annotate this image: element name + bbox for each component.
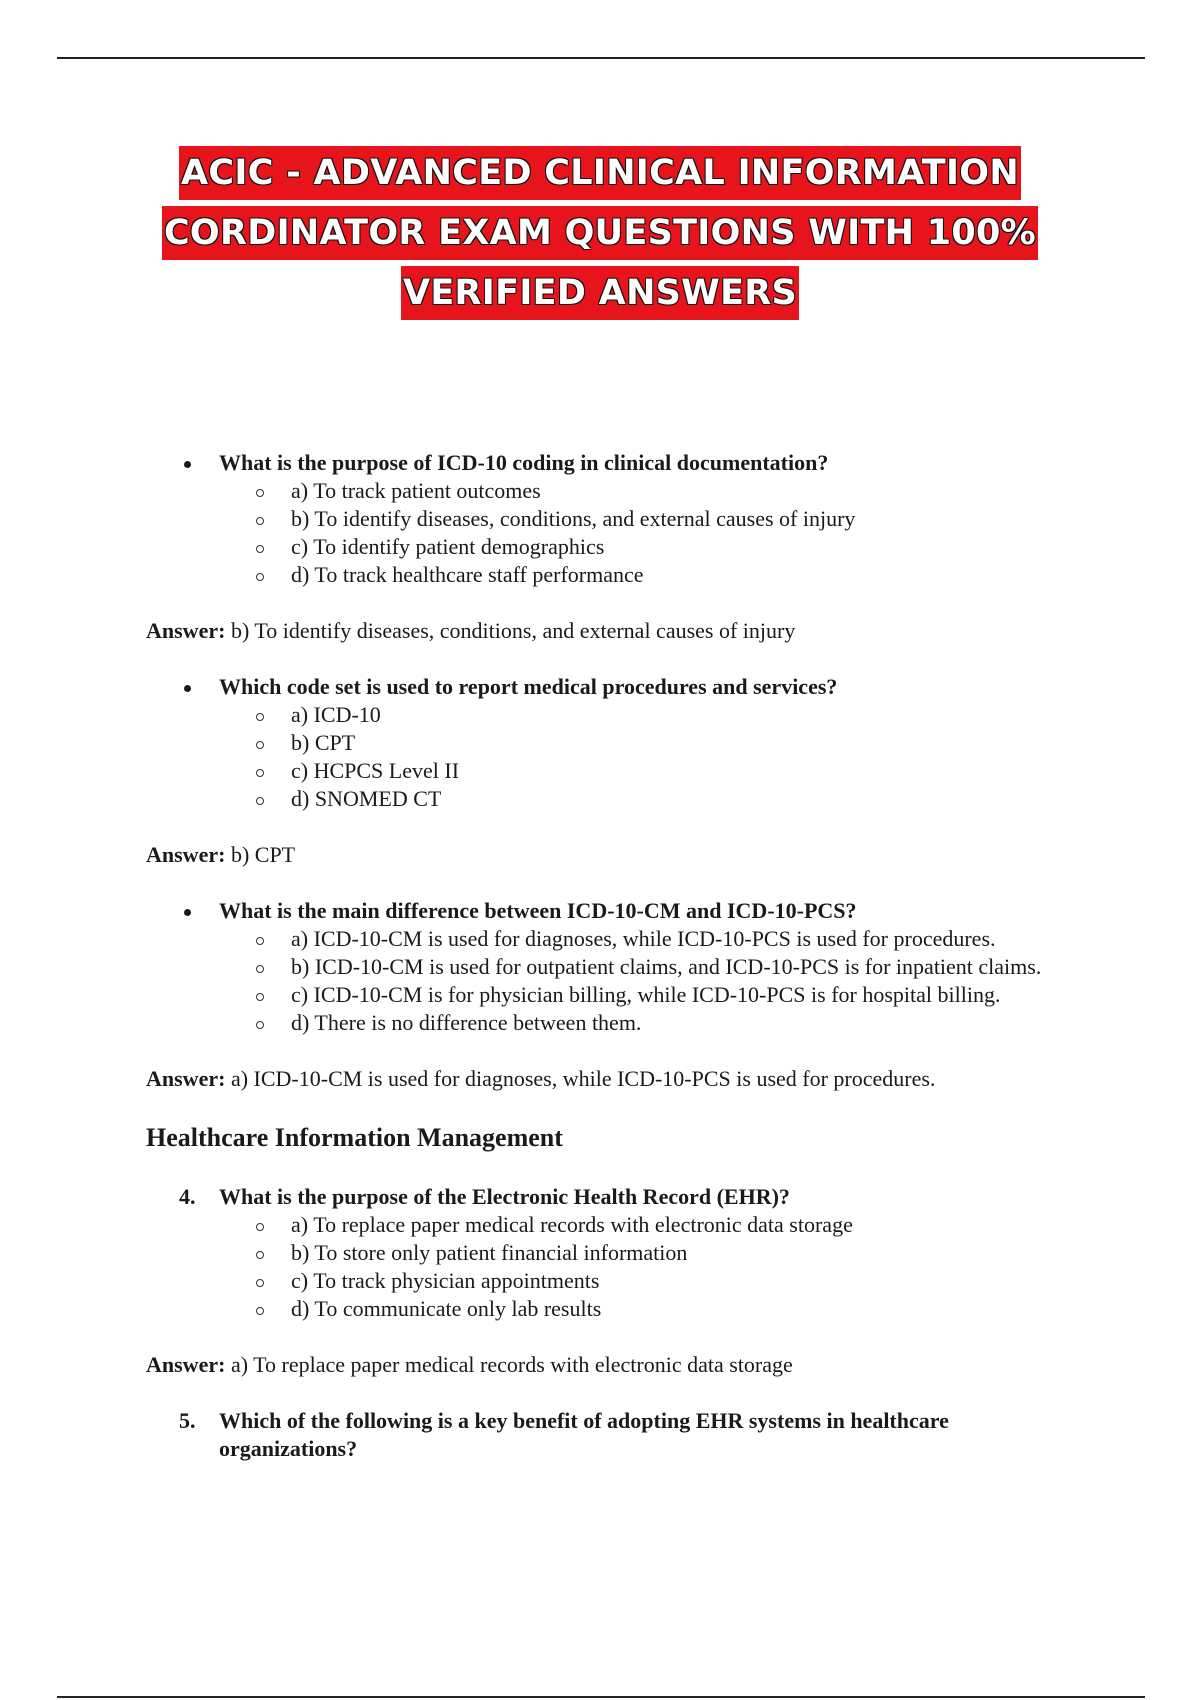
circle-bullet-icon (256, 769, 264, 777)
option-text: d) To track healthcare staff performance (291, 562, 644, 587)
circle-bullet-icon (256, 573, 264, 581)
title-line-1: ACIC - ADVANCED CLINICAL INFORMATION (179, 146, 1021, 200)
option-item (146, 785, 1086, 813)
option-text: c) To track physician appointments (291, 1268, 600, 1293)
circle-bullet-icon (256, 1279, 264, 1287)
option-item (146, 757, 1086, 785)
question-text: What is the main difference between ICD-10-CM and ICD-10-PCS? (219, 898, 857, 923)
option-text: d) To communicate only lab results (291, 1296, 602, 1321)
answer-4 (146, 1351, 1086, 1379)
title-line-2: CORDINATOR EXAM QUESTIONS WITH 100% (162, 206, 1038, 260)
document-title (0, 146, 1200, 326)
question-2 (146, 673, 1086, 701)
answer-text: a) To replace paper medical records with electronic data storage (230, 1352, 793, 1377)
answer-text: a) ICD-10-CM is used for diagnoses, while ICD-10-PCS is used for procedures. (230, 1066, 936, 1091)
option-item (146, 1009, 1086, 1037)
document-body (146, 449, 1086, 1463)
options-list (146, 701, 1086, 813)
question-text: Which of the following is a key benefit of adopting EHR systems in healthcare organizations? (219, 1408, 949, 1461)
question-4 (146, 1183, 1086, 1211)
bullet-icon (184, 461, 191, 468)
option-item (146, 1211, 1086, 1239)
circle-bullet-icon (256, 545, 264, 553)
question-number: 4. (179, 1184, 196, 1209)
options-list (146, 1211, 1086, 1323)
circle-bullet-icon (256, 937, 264, 945)
option-item (146, 1239, 1086, 1267)
option-item (146, 533, 1086, 561)
question-text: What is the purpose of the Electronic Health Record (EHR)? (219, 1184, 790, 1209)
option-item (146, 701, 1086, 729)
option-text: c) HCPCS Level II (291, 758, 460, 783)
option-item (146, 953, 1086, 981)
circle-bullet-icon (256, 489, 264, 497)
bullet-icon (184, 909, 191, 916)
options-list (146, 925, 1086, 1037)
option-item (146, 981, 1086, 1009)
title-line-3: VERIFIED ANSWERS (401, 266, 799, 320)
circle-bullet-icon (256, 797, 264, 805)
option-text: d) SNOMED CT (291, 786, 442, 811)
option-item (146, 1267, 1086, 1295)
question-text: Which code set is used to report medical procedures and services? (219, 674, 838, 699)
circle-bullet-icon (256, 1223, 264, 1231)
bottom-rule (57, 1696, 1145, 1698)
circle-bullet-icon (256, 965, 264, 973)
circle-bullet-icon (256, 713, 264, 721)
option-text: a) To track patient outcomes (291, 478, 541, 503)
circle-bullet-icon (256, 1021, 264, 1029)
question-number: 5. (179, 1408, 196, 1433)
option-item (146, 1295, 1086, 1323)
answer-text: b) To identify diseases, conditions, and external causes of injury (230, 618, 796, 643)
option-text: c) To identify patient demographics (291, 534, 605, 559)
option-text: b) ICD-10-CM is used for outpatient claims, and ICD-10-PCS is for inpatient claims. (291, 954, 1042, 979)
circle-bullet-icon (256, 1307, 264, 1315)
option-text: c) ICD-10-CM is for physician billing, while ICD-10-PCS is for hospital billing. (291, 982, 1001, 1007)
option-text: b) To identify diseases, conditions, and external causes of injury (291, 506, 856, 531)
answer-label: Answer: (146, 842, 226, 867)
question-3 (146, 897, 1086, 925)
answer-2 (146, 841, 1086, 869)
option-text: a) To replace paper medical records with electronic data storage (291, 1212, 853, 1237)
section-heading: Healthcare Information Management (146, 1123, 563, 1152)
circle-bullet-icon (256, 741, 264, 749)
question-text: What is the purpose of ICD-10 coding in clinical documentation? (219, 450, 829, 475)
option-text: b) To store only patient financial information (291, 1240, 688, 1265)
option-item (146, 505, 1086, 533)
circle-bullet-icon (256, 517, 264, 525)
option-item (146, 477, 1086, 505)
answer-label: Answer: (146, 1066, 226, 1091)
circle-bullet-icon (256, 993, 264, 1001)
option-text: a) ICD-10 (291, 702, 381, 727)
option-text: b) CPT (291, 730, 356, 755)
question-1 (146, 449, 1086, 477)
option-item (146, 729, 1086, 757)
circle-bullet-icon (256, 1251, 264, 1259)
answer-label: Answer: (146, 1352, 226, 1377)
top-rule (57, 57, 1145, 59)
option-text: a) ICD-10-CM is used for diagnoses, while ICD-10-PCS is used for procedures. (291, 926, 996, 951)
answer-3 (146, 1065, 1086, 1093)
option-item (146, 925, 1086, 953)
answer-text: b) CPT (230, 842, 296, 867)
bullet-icon (184, 685, 191, 692)
question-5 (146, 1407, 1086, 1463)
options-list (146, 477, 1086, 589)
option-text: d) There is no difference between them. (291, 1010, 642, 1035)
option-item (146, 561, 1086, 589)
answer-label: Answer: (146, 618, 226, 643)
answer-1 (146, 617, 1086, 645)
